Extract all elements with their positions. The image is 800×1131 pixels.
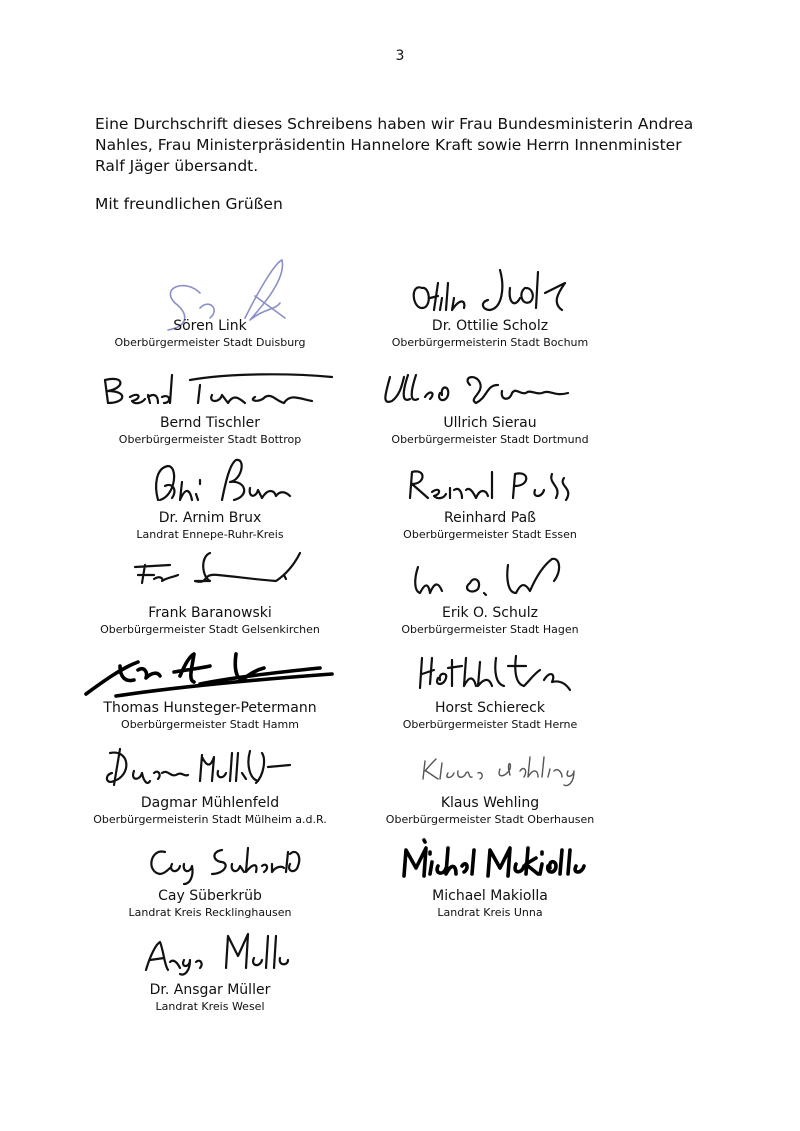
signatory-name: Dagmar Mühlenfeld (140, 795, 280, 811)
closing-salutation: Mit freundlichen Grüßen (95, 195, 283, 213)
signatory-role: Oberbürgermeister Stadt Essen (403, 528, 577, 541)
signatory-role: Oberbürgermeister Stadt Oberhausen (385, 813, 595, 826)
signatory-name: Frank Baranowski (148, 605, 272, 621)
signatory-role: Oberbürgermeister Stadt Dortmund (391, 433, 589, 446)
signatory-name: Ullrich Sierau (443, 415, 537, 431)
signatory-name: Dr. Arnim Brux (158, 510, 262, 526)
intro-paragraph: Eine Durchschrift dieses Schreibens haben wir Frau Bundesministerin Andrea Nahles, Frau Ministerpräsidentin Hannelore Kraft sowie Herrn Innenminister Ralf Jäger übersandt. (95, 115, 694, 175)
signatory-name: Thomas Hunsteger-Petermann (103, 700, 317, 716)
signatory-role: Oberbürgermeister Stadt Herne (402, 718, 578, 731)
signatory-role: Landrat Kreis Wesel (155, 1000, 265, 1013)
signatory-name: Erik O. Schulz (442, 605, 538, 621)
signatory-name: Sören Link (173, 318, 247, 334)
page-number: 3 (395, 48, 405, 64)
signatory-role: Landrat Kreis Unna (437, 906, 543, 919)
signatory-role: Landrat Ennepe-Ruhr-Kreis (136, 528, 284, 541)
signatory-name: Michael Makiolla (432, 888, 548, 904)
signatory-role: Oberbürgermeister Stadt Gelsenkirchen (100, 623, 320, 636)
signatory-role: Oberbürgermeisterin Stadt Mülheim a.d.R. (93, 813, 327, 826)
signatory-role: Oberbürgermeister Stadt Duisburg (114, 336, 306, 349)
signatory-role: Oberbürgermeister Stadt Hagen (401, 623, 579, 636)
signatory-name: Dr. Ansgar Müller (149, 982, 271, 998)
signatory-name: Horst Schiereck (435, 700, 545, 716)
signatory-role: Oberbürgermeisterin Stadt Bochum (391, 336, 589, 349)
signatory-name: Reinhard Paß (444, 510, 536, 526)
signatory-name: Dr. Ottilie Scholz (431, 318, 549, 334)
signatory-name: Bernd Tischler (159, 415, 261, 431)
signatory-name: Cay Süberkrüb (158, 888, 262, 904)
signatory-role: Oberbürgermeister Stadt Hamm (121, 718, 299, 731)
signatory-role: Oberbürgermeister Stadt Bottrop (118, 433, 302, 446)
signatory-name: Klaus Wehling (440, 795, 540, 811)
signatory-role: Landrat Kreis Recklinghausen (128, 906, 292, 919)
